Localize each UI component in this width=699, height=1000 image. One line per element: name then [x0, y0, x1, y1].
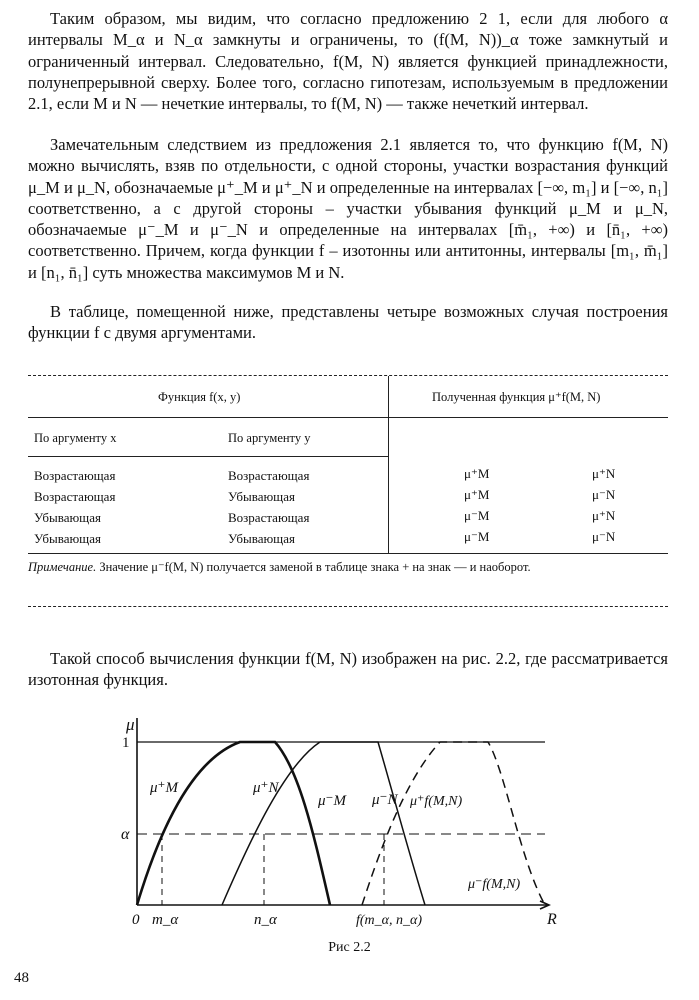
table-cell: Убывающая	[34, 510, 101, 525]
label-mu-n-minus: μ⁻N	[372, 792, 398, 808]
paragraph-1: Таким образом, мы видим, что согласно предложению 2 1, если для любого α интервалы M_α и N_α замкнуты и ограничены, то (f(M, N))_α тоже замкнутый и ограниченный интервал. Следовательно, f(M, N) является функцией принадлежности, полунепрерывной сверху. Более того, согласно гипотезам, используемым в предложении 2.1, если M и N — нечеткие интервалы, то f(M, N) — также нечеткий интервал.	[28, 9, 668, 114]
table-cell: μ⁻M	[464, 529, 490, 544]
table-header-rule	[28, 417, 668, 418]
table-cell: Убывающая	[34, 531, 101, 546]
label-alpha: α	[121, 826, 130, 843]
table-cell: Возрастающая	[34, 468, 116, 483]
table-cell: μ⁺M	[464, 466, 490, 481]
label-mu-n-plus: μ⁺N	[253, 780, 279, 796]
table-top-rule	[28, 375, 668, 376]
note-text: Значение μ⁻f(M, N) получается заменой в таблице знака + на знак — и наоборот.	[99, 560, 531, 574]
figure-caption: Рис 2.2	[328, 940, 371, 955]
header-result: Полученная функция μ⁺f(M, N)	[432, 390, 601, 404]
table-subheader-rule	[28, 456, 388, 457]
label-m-alpha: m_α	[152, 912, 179, 928]
paragraph-4: Такой способ вычисления функции f(M, N) изображен на рис. 2.2, где рассматривается изотонная функция.	[28, 649, 668, 690]
header-function: Функция f(x, y)	[158, 390, 241, 404]
figure-2-2	[0, 710, 699, 940]
note-label: Примечание.	[28, 560, 97, 574]
label-f: f(m_α, n_α)	[356, 913, 423, 928]
page-number: 48	[14, 970, 29, 986]
y-axis-label: μ	[126, 715, 135, 734]
table-column-divider	[388, 376, 389, 554]
label-f-plus: μ⁺f(M,N)	[410, 794, 463, 809]
label-mu-m-plus: μ⁺M	[150, 780, 178, 796]
label-f-minus: μ⁻f(M,N)	[468, 877, 521, 892]
table-bottom-rule	[28, 553, 668, 554]
label-mu-m-minus: μ⁻M	[318, 793, 346, 809]
label-r: R	[547, 911, 557, 928]
table-cell: Возрастающая	[34, 489, 116, 504]
table-cell: μ⁺N	[592, 508, 616, 523]
table-cell: μ⁻N	[592, 487, 616, 502]
table-cell: Убывающая	[228, 531, 295, 546]
header-arg-y: По аргументу y	[228, 431, 311, 445]
label-one: 1	[122, 735, 130, 751]
table-cell: μ⁺M	[464, 487, 490, 502]
table-cell: Убывающая	[228, 489, 295, 504]
table-cell: μ⁻M	[464, 508, 490, 523]
table-end-rule	[28, 606, 668, 607]
paragraph-2: Замечательным следствием из предложения 2.1 является то, что функцию f(M, N) можно вычислять, взяв по отдельности, с одной стороны, участки возрастания функций μ_M и μ_N, обозначаемые μ⁺_M и μ⁺_N и определенные на интервалах [−∞, m₁] и [−∞, n₁] соответственно, а с другой стороны – участки убывания функций μ_M и μ_N, обозначаемые μ⁻_M и μ⁻_N и определенные на интервалах [m̄₁, +∞) и [n̄₁, +∞) соответственно. Причем, когда функции f – изотонны или антитонны, интервалы [m₁, m̄₁] и [n₁, n̄₁] суть множества максимумов M и N.	[28, 135, 668, 282]
table-note	[28, 558, 668, 576]
table-cell: μ⁺N	[592, 466, 616, 481]
label-n-alpha: n_α	[254, 912, 277, 928]
table-cell: Возрастающая	[228, 468, 310, 483]
table-cell: μ⁻N	[592, 529, 616, 544]
header-arg-x: По аргументу x	[34, 431, 117, 445]
table-cell: Возрастающая	[228, 510, 310, 525]
label-zero: 0	[132, 912, 140, 928]
paragraph-3: В таблице, помещенной ниже, представлены четыре возможных случая построения функции f с двумя аргументами.	[28, 302, 668, 343]
